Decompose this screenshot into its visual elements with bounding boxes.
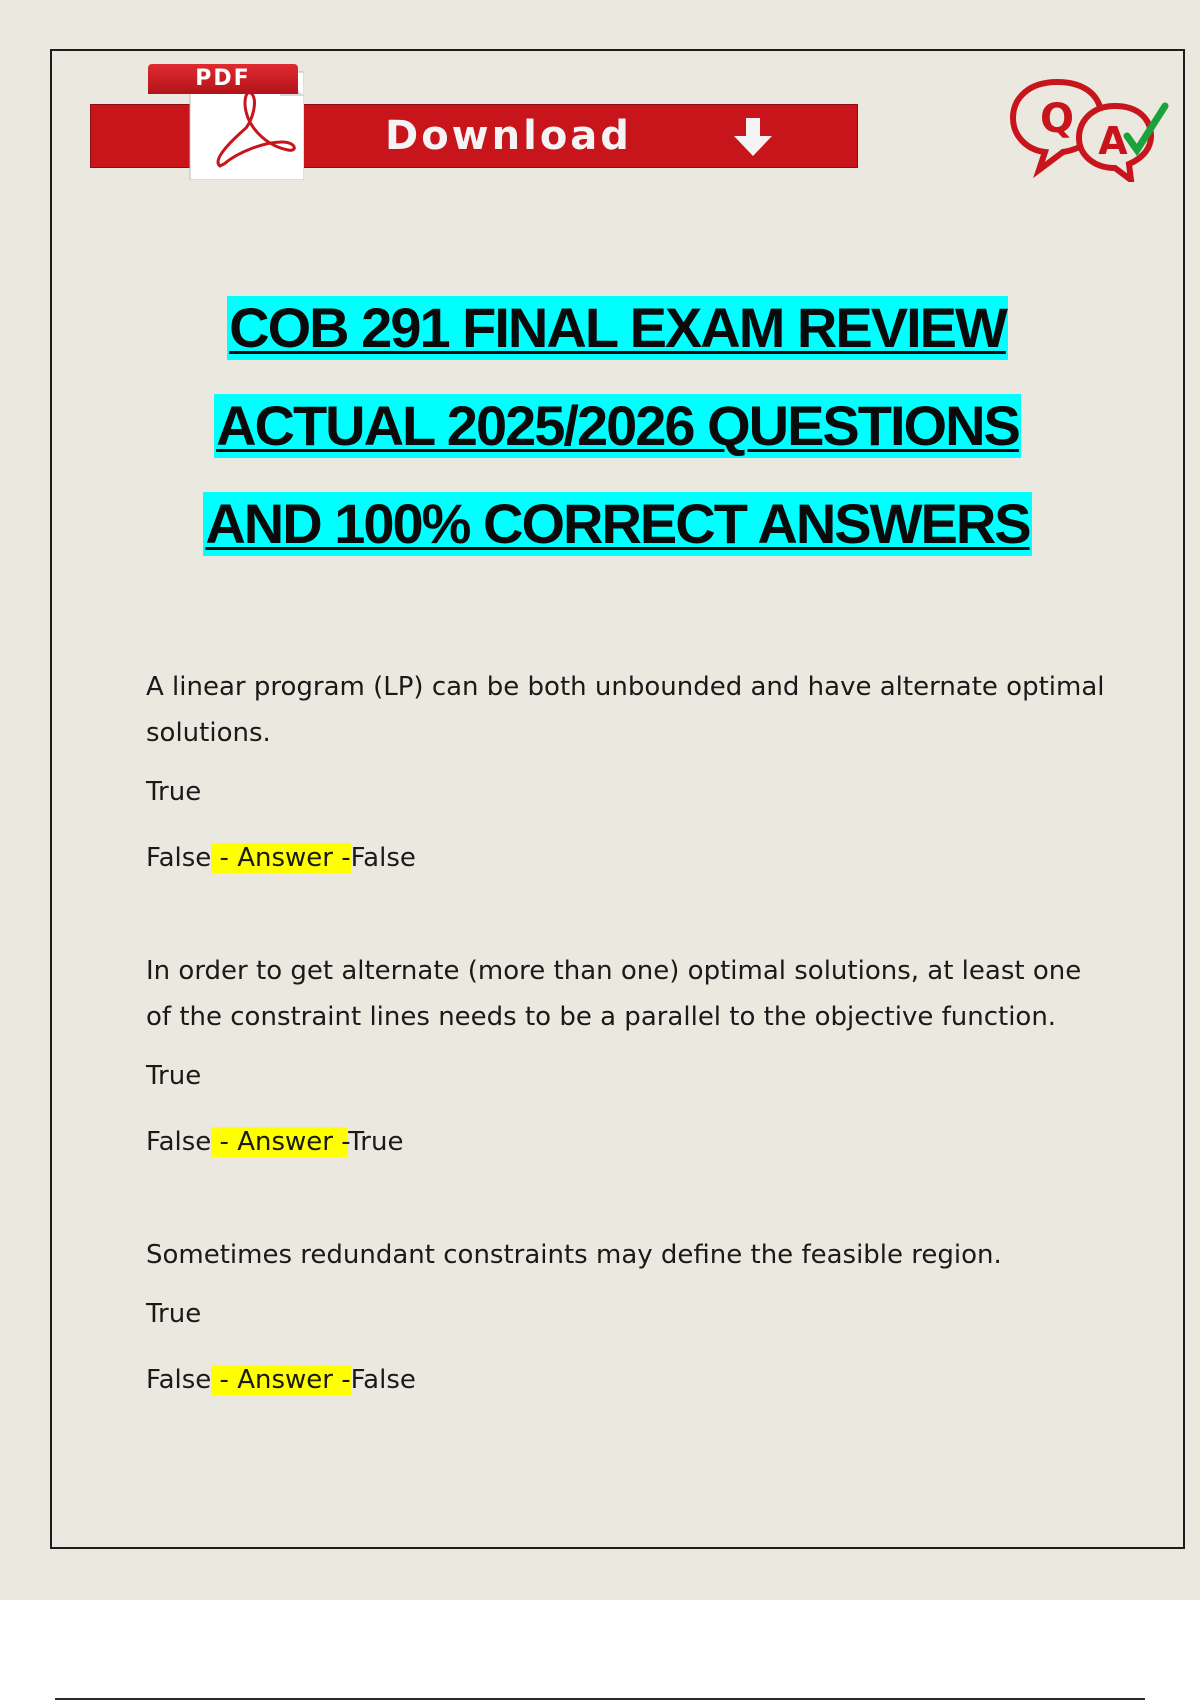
a-letter: A bbox=[1098, 119, 1128, 163]
option-false-with-answer bbox=[146, 840, 1106, 876]
title-line-3: AND 100% CORRECT ANSWERS bbox=[205, 492, 1030, 555]
option-false-with-answer bbox=[146, 1362, 1106, 1398]
qa-item bbox=[146, 1232, 1106, 1398]
qa-logo-icon bbox=[1005, 72, 1175, 182]
answer-value: False bbox=[350, 1365, 416, 1395]
option-false: False bbox=[146, 843, 212, 873]
pdf-file-icon bbox=[142, 62, 304, 180]
qa-item bbox=[146, 664, 1106, 876]
question-text: A linear program (LP) can be both unbounded and have alternate optimal solutions. bbox=[146, 672, 1105, 748]
answer-marker: - Answer - bbox=[211, 1127, 349, 1157]
option-false: False bbox=[146, 1365, 212, 1395]
download-arrow-icon bbox=[730, 114, 776, 160]
qa-item bbox=[146, 948, 1106, 1160]
pdf-tab-label: PDF bbox=[148, 64, 298, 94]
answer-marker: - Answer - bbox=[211, 843, 351, 873]
option-true: True bbox=[146, 777, 202, 807]
document-title bbox=[0, 296, 1200, 590]
qa-list bbox=[146, 664, 1106, 1470]
question-text: Sometimes redundant constraints may define the feasible region. bbox=[146, 1240, 1002, 1270]
download-label: Download bbox=[385, 113, 632, 159]
answer-value: False bbox=[350, 843, 416, 873]
question-text: In order to get alternate (more than one) optimal solutions, at least one of the constraint lines needs to be a parallel to the objective function. bbox=[146, 956, 1082, 1032]
answer-marker: - Answer - bbox=[211, 1365, 351, 1395]
title-line-2: ACTUAL 2025/2026 QUESTIONS bbox=[216, 394, 1019, 457]
option-false-with-answer bbox=[146, 1124, 1106, 1160]
pdf-download-banner[interactable] bbox=[90, 60, 860, 180]
title-line-1: COB 291 FINAL EXAM REVIEW bbox=[229, 296, 1006, 359]
answer-value: True bbox=[348, 1127, 404, 1157]
option-false: False bbox=[146, 1127, 212, 1157]
option-true: True bbox=[146, 1061, 202, 1091]
option-true: True bbox=[146, 1299, 202, 1329]
q-letter: Q bbox=[1039, 96, 1075, 142]
